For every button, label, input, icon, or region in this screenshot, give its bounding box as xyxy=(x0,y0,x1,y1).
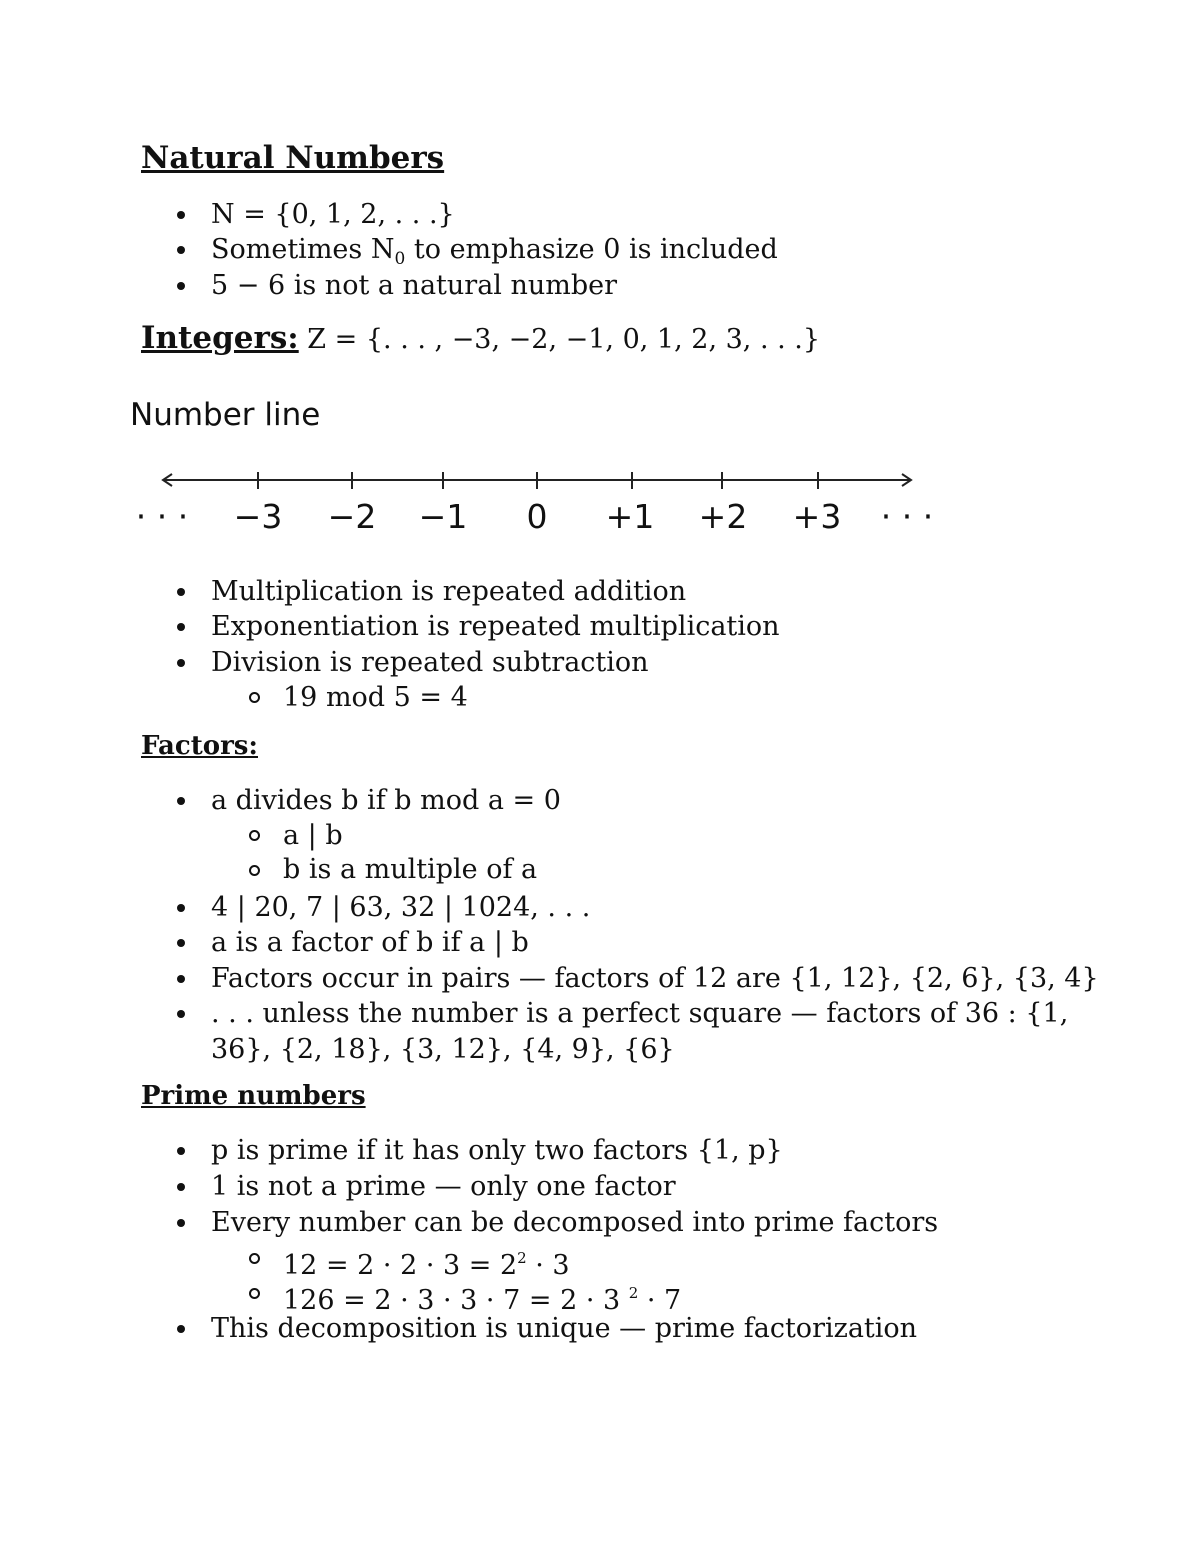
bullet xyxy=(177,939,185,947)
factors-heading: Factors: xyxy=(141,731,258,761)
list-item: a is a factor of b if a | b xyxy=(211,927,529,958)
list-item: 1 is not a prime — only one factor xyxy=(211,1171,676,1202)
sub-bullet xyxy=(249,865,260,876)
list-item-continuation: 36}, {2, 18}, {3, 12}, {4, 9}, {6} xyxy=(211,1034,675,1065)
bullet xyxy=(177,659,185,667)
list-item: Exponentiation is repeated multiplication xyxy=(211,611,780,642)
integers-definition: Z = {. . . , −3, −2, −1, 0, 1, 2, 3, . . .} xyxy=(298,324,821,355)
sub-bullet xyxy=(249,1288,260,1299)
number-line xyxy=(0,0,1200,560)
n-subscript: 0 xyxy=(394,249,406,269)
bullet xyxy=(177,1219,185,1227)
sub-bullet xyxy=(249,692,260,703)
number-line-title: Number line xyxy=(130,397,321,433)
number-line-label: −3 xyxy=(233,497,283,536)
sub-list-item: a | b xyxy=(283,820,343,851)
number-line-label: −2 xyxy=(327,497,377,536)
number-line-label: 0 xyxy=(526,497,548,536)
list-item: This decomposition is unique — prime factorization xyxy=(211,1313,918,1344)
n-symbol: Sometimes N xyxy=(211,234,395,265)
factorization-text: 126 = 2 · 3 · 3 · 7 = 2 · 3 xyxy=(283,1285,629,1316)
factorization-text: · 7 xyxy=(638,1285,682,1316)
bullet xyxy=(177,1325,185,1333)
bullet xyxy=(177,623,185,631)
list-item: a divides b if b mod a = 0 xyxy=(211,785,561,816)
sub-bullet xyxy=(249,830,260,841)
list-item: Division is repeated subtraction xyxy=(211,647,649,678)
sub-bullet xyxy=(249,1253,260,1264)
exponent: 2 xyxy=(517,1249,527,1267)
bullet xyxy=(177,797,185,805)
bullet xyxy=(177,588,185,596)
list-item: 5 − 6 is not a natural number xyxy=(211,270,618,301)
bullet xyxy=(177,1010,185,1018)
prime-numbers-heading: Prime numbers xyxy=(141,1081,366,1111)
number-line-label: +3 xyxy=(792,497,842,536)
number-line-label: −1 xyxy=(418,497,468,536)
list-item: Every number can be decomposed into prime factors xyxy=(211,1207,939,1238)
n-note: to emphasize 0 is included xyxy=(405,234,778,265)
bullet xyxy=(177,1183,185,1191)
list-item: 4 | 20, 7 | 63, 32 | 1024, . . . xyxy=(211,892,591,923)
number-line-label: +2 xyxy=(698,497,748,536)
list-item: . . . unless the number is a perfect square — factors of 36 : {1, xyxy=(211,998,1069,1029)
bullet xyxy=(177,904,185,912)
sub-list-item: b is a multiple of a xyxy=(283,854,538,885)
factorization-text: · 3 xyxy=(526,1250,570,1281)
bullet xyxy=(177,1147,185,1155)
number-line-label: · · · xyxy=(135,497,189,536)
bullet xyxy=(177,975,185,983)
integers-heading: Integers: xyxy=(141,320,299,356)
list-item: Multiplication is repeated addition xyxy=(211,576,687,607)
sub-list-item: 19 mod 5 = 4 xyxy=(283,682,468,713)
number-line-label: · · · xyxy=(880,497,934,536)
list-item: Factors occur in pairs — factors of 12 are {1, 12}, {2, 6}, {3, 4} xyxy=(211,963,1099,994)
factorization-text: 12 = 2 · 2 · 3 = 2 xyxy=(283,1250,518,1281)
natural-numbers-heading: Natural Numbers xyxy=(141,140,445,176)
list-item: p is prime if it has only two factors {1, p} xyxy=(211,1135,783,1166)
exponent: 2 xyxy=(628,1284,639,1302)
number-line-label: +1 xyxy=(605,497,655,536)
list-item: N = {0, 1, 2, . . .} xyxy=(211,199,455,230)
